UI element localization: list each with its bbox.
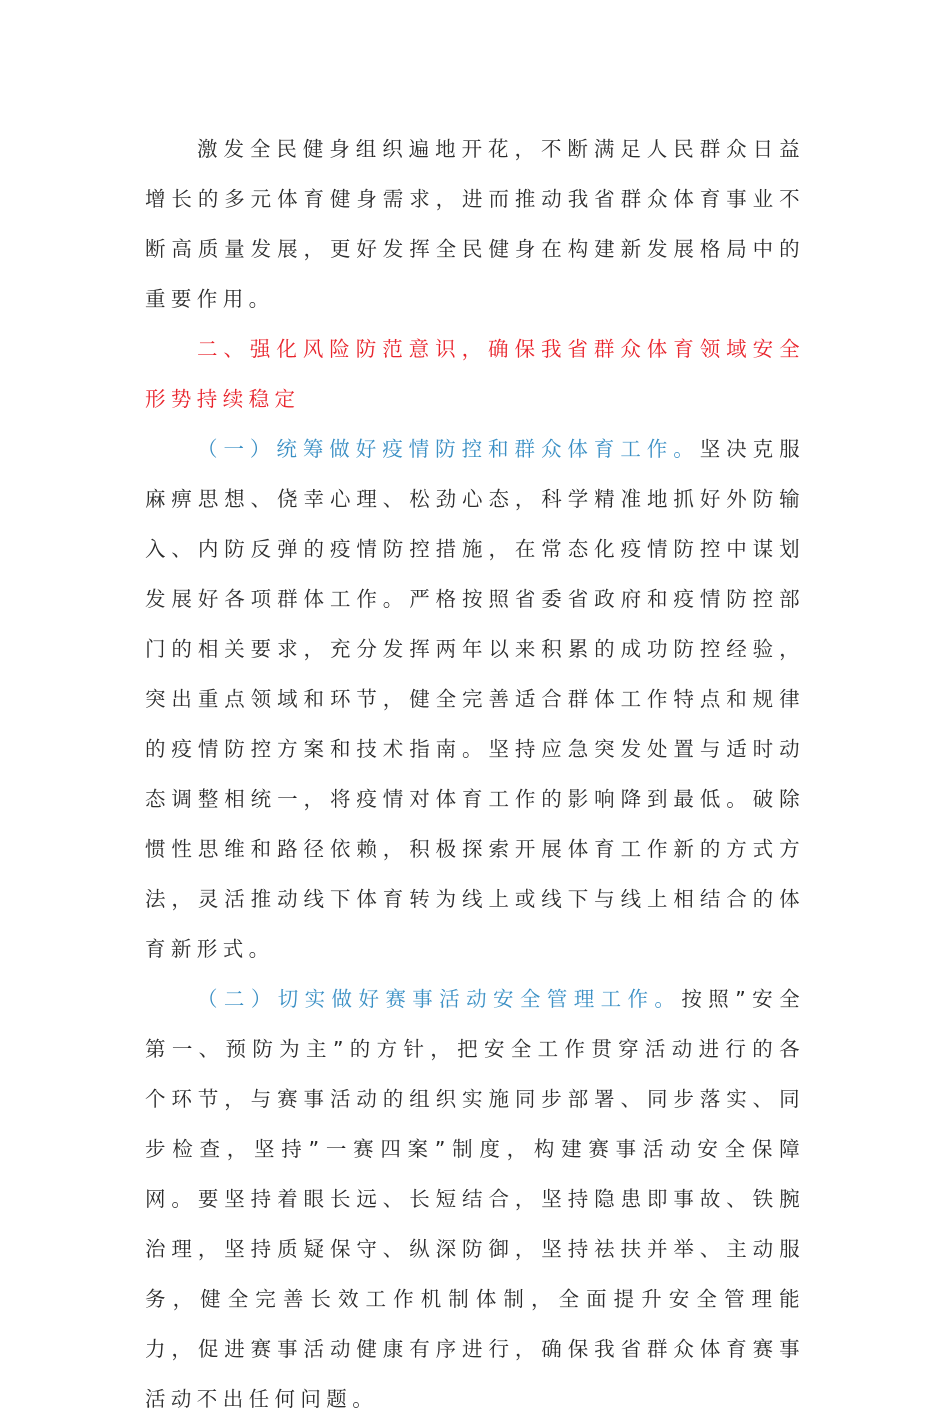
section-heading-text: 二、强化风险防范意识，确保我省群众体育领域安全形势持续稳定 — [145, 337, 805, 411]
document-page — [145, 124, 805, 1424]
subsection-1-paragraph — [145, 424, 805, 974]
section-heading-2 — [145, 324, 805, 424]
subsection-1-heading: （一）统筹做好疫情防控和群众体育工作。 — [197, 437, 700, 461]
body-paragraph-continuation — [145, 124, 805, 324]
subsection-2-paragraph — [145, 974, 805, 1424]
subsection-1-text: 坚决克服麻痹思想、侥幸心理、松劲心态，科学精准地抓好外防输入、内防反弹的疫情防控措施，在常态化疫情防控中谋划发展好各项群体工作。严格按照省委省政府和疫情防控部门的相关要求，充分发挥两年以来积累的成功防控经验，突出重点领域和环节，健全完善适合群体工作特点和规律的疫情防控方案和技术指南。坚持应急突发处置与适时动态调整相统一，将疫情对体育工作的影响降到最低。破除惯性思维和路径依赖，积极探索开展体育工作新的方式方法，灵活推动线下体育转为线上或线下与线上相结合的体育新形式。 — [145, 437, 805, 961]
subsection-2-text: 按照”安全第一、预防为主”的方针，把安全工作贯穿活动进行的各个环节，与赛事活动的组织实施同步部署、同步落实、同步检查，坚持”一赛四案”制度，构建赛事活动安全保障网。要坚持着眼长远、长短结合，坚持隐患即事故、铁腕治理，坚持质疑保守、纵深防御，坚持祛扶并举、主动服务，健全完善长效工作机制体制，全面提升安全管理能力，促进赛事活动健康有序进行，确保我省群众体育赛事活动不出任何问题。 — [145, 987, 805, 1411]
subsection-2-heading: （二）切实做好赛事活动安全管理工作。 — [197, 987, 682, 1011]
paragraph-text: 激发全民健身组织遍地开花，不断满足人民群众日益增长的多元体育健身需求，进而推动我省群众体育事业不断高质量发展，更好发挥全民健身在构建新发展格局中的重要作用。 — [145, 137, 805, 311]
